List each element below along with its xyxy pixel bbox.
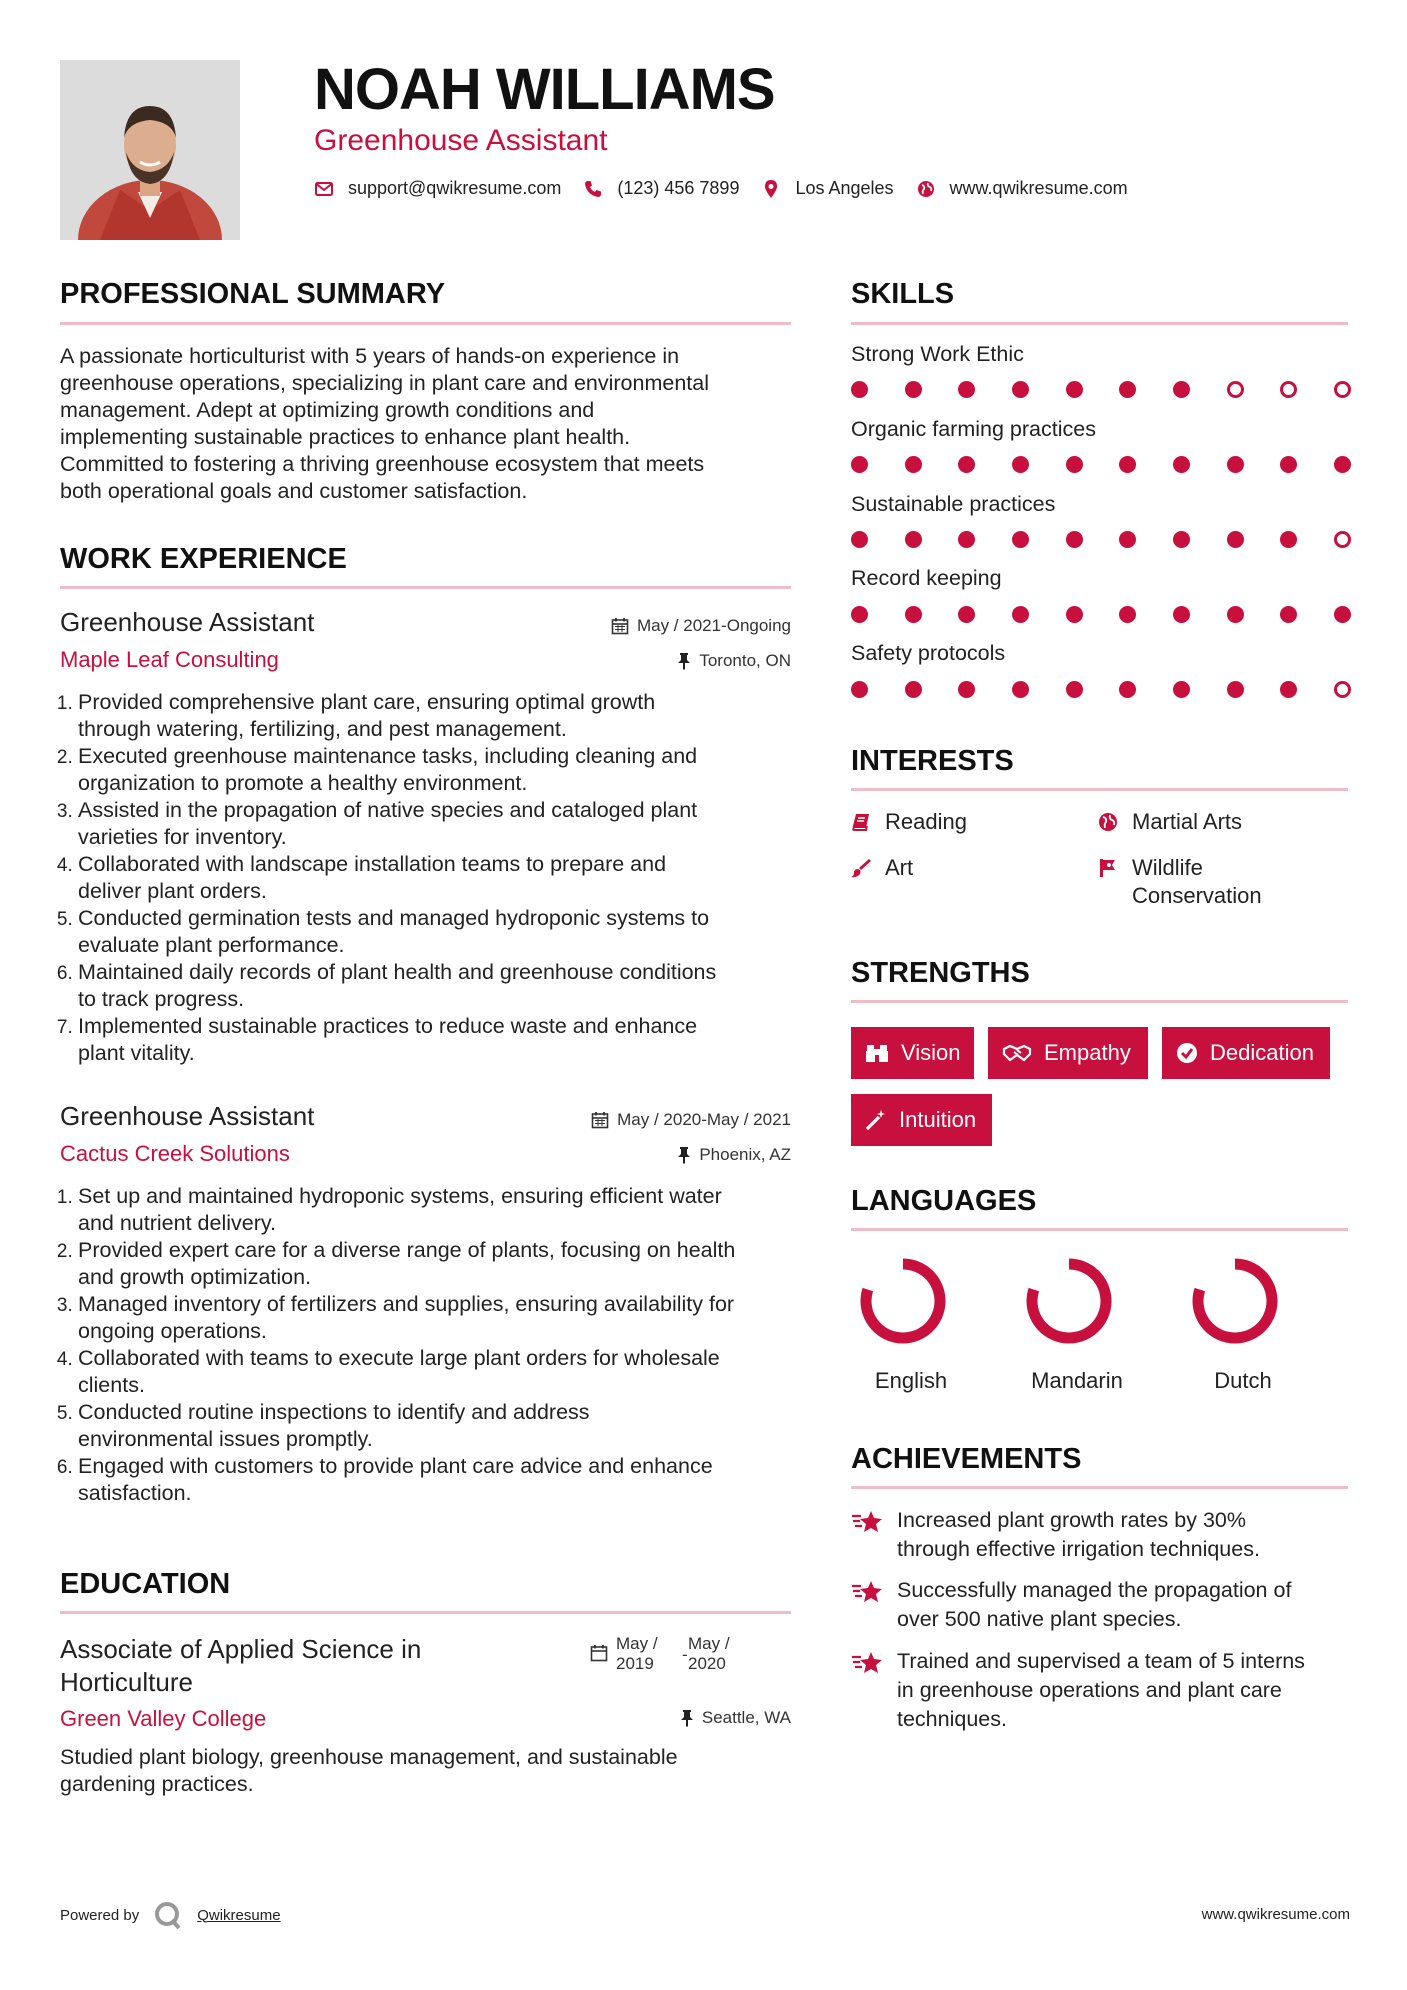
list-item: 4. Collaborated with landscape installation teams to prepare and deliver plant orders. <box>78 851 800 905</box>
interests-heading: INTERESTS <box>851 745 1014 777</box>
skill-dot-filled <box>905 681 922 698</box>
globe-icon <box>916 179 936 199</box>
education-description: Studied plant biology, greenhouse management, and sustainable gardening practices. <box>60 1745 678 1796</box>
experience-heading: WORK EXPERIENCE <box>60 543 347 575</box>
skill-dot-filled <box>1012 381 1029 398</box>
list-item: 6. Maintained daily records of plant health and greenhouse conditions to track progress. <box>78 959 800 1013</box>
strength-badge: Empathy <box>988 1027 1148 1079</box>
skill-dot-filled <box>1119 456 1136 473</box>
magic-wand-icon <box>865 1109 887 1131</box>
list-item: 6. Engaged with customers to provide plant care advice and enhance satisfaction. <box>78 1453 810 1507</box>
strengths-divider <box>851 1000 1348 1003</box>
skill-name: Safety protocols <box>851 641 1006 665</box>
interest-item: Wildlife Conservation <box>1098 854 1262 910</box>
skill-name: Sustainable practices <box>851 492 1056 516</box>
skill-dot-filled <box>1334 456 1351 473</box>
phone-icon <box>583 179 603 199</box>
list-item: 2. Provided expert care for a diverse range of plants, focusing on health and growth optimization. <box>78 1237 810 1291</box>
achievement-item: Increased plant growth rates by 30% through effective irrigation techniques. <box>851 1506 1351 1564</box>
achievement-item: Successfully managed the propagation of over 500 native plant species. <box>851 1576 1351 1634</box>
languages-divider <box>851 1228 1348 1231</box>
flag-icon <box>1098 858 1118 878</box>
language-proficiency-ring <box>1024 1256 1114 1346</box>
skill-dot-filled <box>1012 606 1029 623</box>
language-proficiency-arc <box>1032 1264 1106 1338</box>
skill-dot-filled <box>958 456 975 473</box>
skill-dot-filled <box>1227 456 1244 473</box>
skill-rating <box>851 606 1351 623</box>
skill-dot-filled <box>958 531 975 548</box>
star-badge-icon <box>851 1651 885 1675</box>
book-icon <box>851 812 871 832</box>
calendar-icon <box>591 1111 609 1129</box>
skill-dot-filled <box>1227 606 1244 623</box>
footer-website[interactable]: www.qwikresume.com <box>1201 1906 1350 1923</box>
interest-item: Martial Arts <box>1098 808 1242 836</box>
list-item: 7. Implemented sustainable practices to reduce waste and enhance plant vitality. <box>78 1013 800 1067</box>
strengths-heading: STRENGTHS <box>851 957 1030 989</box>
contact-website[interactable]: www.qwikresume.com <box>916 178 1128 199</box>
qwikresume-link[interactable]: Qwikresume <box>197 1906 281 1924</box>
footer-powered-by: Powered by Qwikresume <box>60 1900 281 1930</box>
skill-dot-filled <box>1227 531 1244 548</box>
skill-dot-filled <box>851 531 868 548</box>
interests-divider <box>851 788 1348 791</box>
candidate-role: Greenhouse Assistant <box>314 124 608 157</box>
language-name: English <box>874 1368 948 1393</box>
skill-dot-empty <box>1334 381 1351 398</box>
candidate-name: NOAH WILLIAMS <box>314 57 775 122</box>
job-location: Phoenix, AZ <box>677 1145 791 1165</box>
profile-photo <box>60 60 240 240</box>
language-proficiency-arc <box>1198 1264 1272 1338</box>
skill-dot-filled <box>905 381 922 398</box>
skill-dot-filled <box>1012 681 1029 698</box>
list-item: 2. Executed greenhouse maintenance tasks, including cleaning and organization to promote a healthy environment. <box>78 743 800 797</box>
skill-dot-filled <box>905 606 922 623</box>
education-date: May / 2019 - May / 2020 <box>590 1634 730 1674</box>
job-bullets <box>60 1183 810 1507</box>
calendar-icon <box>611 617 629 635</box>
skills-heading: SKILLS <box>851 278 955 310</box>
handshake-icon <box>1002 1043 1032 1063</box>
summary-heading: PROFESSIONAL SUMMARY <box>60 278 446 310</box>
skill-dot-filled <box>851 681 868 698</box>
list-item: 3. Assisted in the propagation of native species and cataloged plant varieties for inventory. <box>78 797 800 851</box>
language-name: Dutch <box>1214 1368 1272 1393</box>
summary-text: A passionate horticulturist with 5 years of hands-on experience in greenhouse operations, specializing in plant care and environmental management. Adept at optimizing growth conditions and implementing sustainable practices to enhance plant health. Committed to fostering a thriving greenhouse ecosystem that meets both operational goals and customer satisfaction. <box>60 344 709 503</box>
skill-dot-filled <box>1066 606 1083 623</box>
skill-dot-filled <box>851 606 868 623</box>
strength-badge: Vision <box>851 1027 974 1079</box>
skill-dot-empty <box>1334 681 1351 698</box>
list-item: 1. Provided comprehensive plant care, ensuring optimal growth through watering, fertilizing, and pest management. <box>78 689 800 743</box>
skill-rating <box>851 681 1351 698</box>
job-date: May / 2021-Ongoing <box>611 616 791 636</box>
skill-dot-filled <box>1066 681 1083 698</box>
job-date: May / 2020-May / 2021 <box>591 1110 791 1130</box>
skill-rating <box>851 456 1351 473</box>
languages-heading: LANGUAGES <box>851 1185 1037 1217</box>
experience-divider <box>60 586 791 589</box>
skill-name: Organic farming practices <box>851 417 1096 441</box>
skill-dot-filled <box>1066 531 1083 548</box>
skill-dot-filled <box>958 681 975 698</box>
globe-icon <box>1098 812 1118 832</box>
skill-dot-filled <box>958 606 975 623</box>
skill-rating <box>851 531 1351 548</box>
skill-dot-filled <box>1280 456 1297 473</box>
skill-dot-empty <box>1227 381 1244 398</box>
skill-dot-filled <box>1280 531 1297 548</box>
map-pin-icon <box>761 179 781 199</box>
check-circle-icon <box>1176 1042 1198 1064</box>
contact-location: Los Angeles <box>761 178 893 199</box>
list-item: 5. Conducted germination tests and managed hydroponic systems to evaluate plant performance. <box>78 905 800 959</box>
job-location: Toronto, ON <box>677 651 791 671</box>
skill-dot-filled <box>1173 606 1190 623</box>
skill-dot-filled <box>851 381 868 398</box>
star-badge-icon <box>851 1580 885 1604</box>
envelope-icon <box>314 179 334 199</box>
pin-icon <box>677 652 691 670</box>
skill-dot-filled <box>1119 531 1136 548</box>
language-proficiency-ring <box>1190 1256 1280 1346</box>
contact-email[interactable]: support@qwikresume.com <box>314 178 561 199</box>
qwikresume-logo-icon <box>153 1900 183 1930</box>
skill-dot-filled <box>1173 456 1190 473</box>
binoculars-icon <box>865 1043 889 1063</box>
list-item: 5. Conducted routine inspections to identify and address environmental issues promptly. <box>78 1399 810 1453</box>
contact-phone[interactable]: (123) 456 7899 <box>583 178 739 199</box>
skill-dot-empty <box>1334 531 1351 548</box>
education-divider <box>60 1611 791 1614</box>
company-name: Maple Leaf Consulting <box>60 647 279 672</box>
pin-icon <box>677 1146 691 1164</box>
achievements-divider <box>851 1486 1348 1489</box>
contact-bar <box>314 178 1150 199</box>
education-heading: EDUCATION <box>60 1568 231 1600</box>
pin-icon <box>680 1709 694 1727</box>
skill-name: Record keeping <box>851 566 1002 590</box>
list-item: 3. Managed inventory of fertilizers and supplies, ensuring availability for ongoing operations. <box>78 1291 810 1345</box>
skill-dot-filled <box>1227 681 1244 698</box>
skill-dot-filled <box>1173 681 1190 698</box>
skill-dot-filled <box>958 381 975 398</box>
skill-dot-filled <box>1334 606 1351 623</box>
strength-badge: Dedication <box>1162 1027 1330 1079</box>
skill-dot-filled <box>1119 606 1136 623</box>
star-badge-icon <box>851 1510 885 1534</box>
skill-dot-filled <box>1280 681 1297 698</box>
skill-dot-filled <box>1173 381 1190 398</box>
language-proficiency-arc <box>866 1264 940 1338</box>
skill-dot-filled <box>1119 381 1136 398</box>
skill-dot-filled <box>851 456 868 473</box>
language-proficiency-ring <box>858 1256 948 1346</box>
degree-title: Associate of Applied Science in Horticulture <box>60 1634 422 1697</box>
skill-dot-filled <box>905 456 922 473</box>
summary-divider <box>60 322 791 325</box>
skill-dot-filled <box>1066 381 1083 398</box>
list-item: 1. Set up and maintained hydroponic systems, ensuring efficient water and nutrient delivery. <box>78 1183 810 1237</box>
job-title: Greenhouse Assistant <box>60 1101 315 1131</box>
achievements-heading: ACHIEVEMENTS <box>851 1443 1082 1475</box>
achievement-item: Trained and supervised a team of 5 interns in greenhouse operations and plant care techniques. <box>851 1647 1351 1734</box>
skill-dot-empty <box>1280 381 1297 398</box>
skill-name: Strong Work Ethic <box>851 342 1024 366</box>
skill-dot-filled <box>1012 456 1029 473</box>
skill-dot-filled <box>1173 531 1190 548</box>
school-name: Green Valley College <box>60 1706 267 1731</box>
skill-dot-filled <box>1119 681 1136 698</box>
language-name: Mandarin <box>1031 1368 1123 1393</box>
skill-dot-filled <box>1280 606 1297 623</box>
company-name: Cactus Creek Solutions <box>60 1141 290 1166</box>
job-bullets <box>60 689 800 1067</box>
job-title: Greenhouse Assistant <box>60 607 315 637</box>
list-item: 4. Collaborated with teams to execute large plant orders for wholesale clients. <box>78 1345 810 1399</box>
skill-dot-filled <box>905 531 922 548</box>
paintbrush-icon <box>851 858 871 878</box>
interest-item: Reading <box>851 808 967 836</box>
strength-badge: Intuition <box>851 1094 992 1146</box>
skill-rating <box>851 381 1351 398</box>
calendar-icon <box>590 1644 608 1662</box>
skills-divider <box>851 322 1348 325</box>
skill-dot-filled <box>1066 456 1083 473</box>
interest-item: Art <box>851 854 913 882</box>
education-location: Seattle, WA <box>680 1708 791 1728</box>
skill-dot-filled <box>1012 531 1029 548</box>
